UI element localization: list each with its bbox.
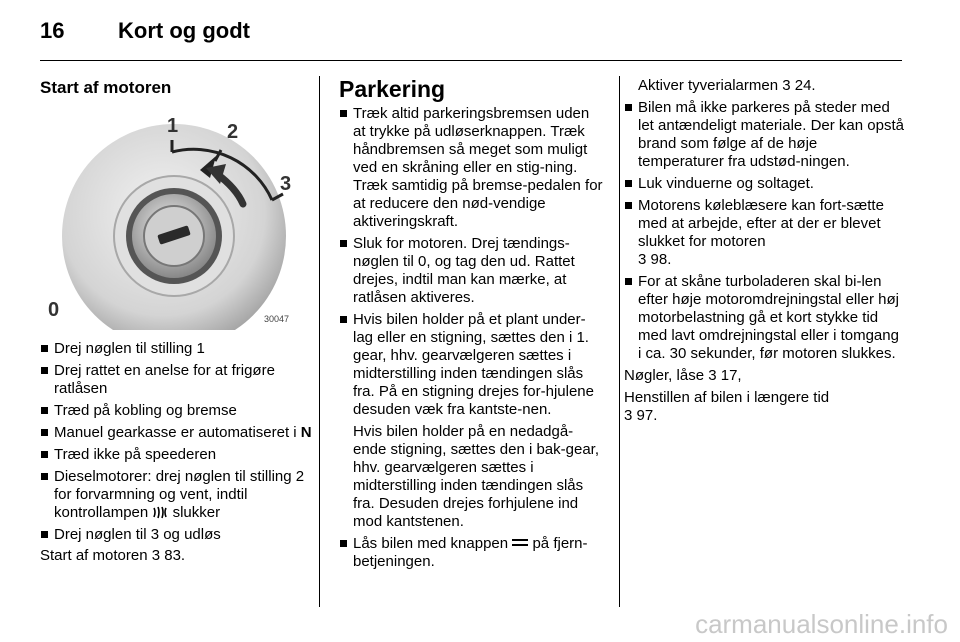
- cross-reference: Start af motoren 3 83.: [40, 547, 186, 564]
- page-header: [0, 0, 960, 62]
- page-ref-icon: 3: [151, 547, 161, 564]
- lock-button-icon: [512, 538, 528, 548]
- ignition-switch-figure: [40, 108, 302, 330]
- gear-neutral-label: N: [300, 424, 312, 441]
- parking-list-continued: [624, 99, 904, 363]
- cross-reference: Henstillen af bilen i længere tid 3 97.: [624, 389, 830, 424]
- position-label-1: 1: [167, 115, 179, 137]
- list-item: Drej nøglen til 3 og udløs: [40, 526, 312, 544]
- page-ref-icon: 3: [638, 251, 647, 268]
- section-heading-start-engine: Start af motoren: [40, 78, 172, 97]
- paragraph-continuation: Hvis bilen holder på en nedadgå-ende stigning, sættes den i bak-gear, hhv. gearvælgeren sættes i midterstilling inden tændingen slås fra. Desuden drejes forhjulene ind mod kantstenen.: [353, 423, 599, 530]
- list-item: Manuel gearkasse er automatiseret i N: [40, 424, 312, 442]
- column-divider: [619, 76, 620, 607]
- cross-reference: Nøgler, låse 3 17,: [624, 367, 742, 384]
- position-label-3: 3: [280, 173, 292, 195]
- column-divider: [319, 76, 320, 607]
- list-item: Træk altid parkeringsbremsen uden at trykke på udløserknappen. Træk håndbremsen så meget som muligt ved en skråning eller en stig-ning. Træk samtidig på bremse-pedalen for at reducere den nød-vendige aktiveringskraft.: [339, 105, 605, 231]
- list-item: Dieselmotorer: drej nøglen til stilling 2 for forvarmning og vent, indtil kontrollampen slukker: [40, 468, 312, 522]
- page-ref-icon: 3: [624, 407, 633, 424]
- list-item: Bilen må ikke parkeres på steder med let antændeligt materiale. Der kan opstå brand som følge af de høje temperaturer fra udstød-ningen.: [624, 99, 904, 171]
- list-item: Drej rattet en anelse for at frigøre ratlåsen: [40, 362, 312, 398]
- page-ref-icon: 3: [708, 367, 717, 384]
- page-title: Kort og godt: [118, 18, 250, 43]
- list-item: Træd ikke på speederen: [40, 446, 312, 464]
- list-item: Motorens køleblæsere kan fort-sætte med at arbejde, efter at der er blevet slukket for motoren 3 98.: [624, 197, 904, 269]
- header-divider: [40, 60, 902, 61]
- figure-code: 30047: [264, 314, 290, 324]
- column-parking: [339, 76, 605, 575]
- list-item: Drej nøglen til stilling 1: [40, 340, 312, 358]
- column-parking-continued: [624, 77, 904, 429]
- page-number: 16: [40, 18, 65, 43]
- list-item: Luk vinduerne og soltaget.: [624, 175, 904, 193]
- watermark: carmanualsonline.info: [695, 609, 948, 639]
- list-item: Træd på kobling og bremse: [40, 402, 312, 420]
- start-steps-list: [40, 340, 312, 544]
- list-item: For at skåne turboladeren skal bi-len efter høje motoromdrejningstal eller høj motorbelastning gå et kort stykke tid med lavt omdrejningstal eller i tomgang i ca. 30 sekunder, før motoren slukkes.: [624, 273, 904, 363]
- page-ref-icon: 3: [782, 77, 791, 94]
- ignition-switch-illustration: [40, 108, 302, 330]
- position-label-0: 0: [48, 299, 60, 321]
- position-label-2: 2: [227, 121, 239, 143]
- list-item: Lås bilen med knappen på fjern-betjeningen.: [339, 535, 605, 571]
- list-item: Sluk for motoren. Drej tændings-nøglen til 0, og tag den ud. Rattet drejes, indtil man kan mærke, at ratlåsen aktiveres.: [339, 235, 605, 307]
- list-item: Hvis bilen holder på et plant under-lag eller en stigning, sættes den i 1. gear, hhv. gearvælgeren sættes i midterstilling inden tændingen slås fra. På en stigning drejes for-hjulene desuden væk fra kantste-nen.: [339, 311, 605, 419]
- section-heading-parking: Parkering: [339, 76, 446, 102]
- parking-list: [339, 105, 605, 419]
- glow-plug-icon: [152, 506, 168, 519]
- paragraph-continuation: Aktiver tyverialarmen 3 24.: [638, 77, 816, 94]
- column-start-engine: [40, 78, 312, 569]
